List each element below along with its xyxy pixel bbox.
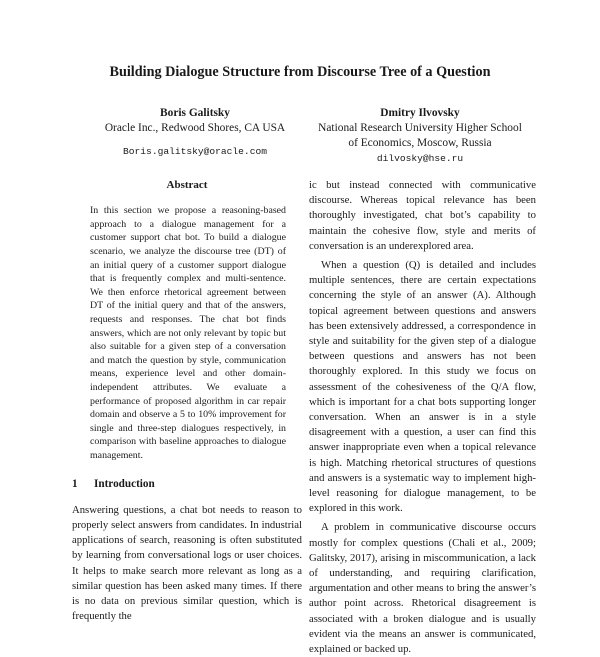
section-heading: [72, 477, 302, 492]
author-email: Boris.galitsky@oracle.com: [123, 146, 267, 157]
body-paragraph: A problem in communicative discourse occurs mostly for complex questions (Chali et al., 2009; Galitsky, 2017), arising in miscommunication, a lack of understanding, and requiring clarification, argumentation and other means to bring the answer’s author point across. Rhetorical disagreement is associated with a broken dialogue and is usually evident via the means an answer is communicated, explained or backed up.: [309, 521, 536, 656]
author-block-1: [70, 106, 320, 159]
paper-title: Building Dialogue Structure from Discourse Tree of a Question: [109, 64, 491, 80]
left-column: [72, 178, 302, 624]
body-paragraph: ic but instead connected with communicative discourse. Whereas topical relevance has been thoroughly investigated, chat bot’s capability to maintain the cohesive flow, style and merits of conversation is an underexplored area.: [309, 179, 536, 252]
right-column: [309, 178, 536, 657]
abstract-text: In this section we propose a reasoning-based approach to a dialogue management for a customer support chat bot. To build a dialogue scenario, we analyze the discourse tree (DT) of an initial query of a customer support dialogue that is frequently complex and multi-sentence. We then enforce rhetorical agreement between DT of the initial query and that of the answers, requests and responses. The chat bot finds answers, which are not only relevant by topic but also suitable for a given step of a conversation and match the question by style, communication means, experience level and other domain-independent attributes. We evaluate a performance of proposed algorithm in car repair domain and observe a 5 to 10% improvement for single and three-step dialogues respectively, in comparison with baseline approaches to dialogue management.: [90, 205, 286, 461]
intro-paragraph: Answering questions, a chat bot needs to reason to properly select answers from candidates. In industrial applications of search, reasoning is often substituted by learning from conversational logs or user choices. It helps to make search more relevant as long as a similar question has been asked many times. If there is no data on previous similar question, which is frequently the: [72, 503, 302, 623]
section-number: 1: [72, 478, 78, 491]
author-name: Dmitry Ilvovsky: [380, 107, 460, 119]
author-block-2: [305, 106, 535, 166]
body-paragraph: When a question (Q) is detailed and includes multiple sentences, there are certain expectations concerning the style of an answer (A). Although topical agreement between questions and answers has been extensively addressed, a correspondence in style and suitability for the given step of a dialogue between questions and answers has not been thoroughly explored. In this study we focus on assessment of the cohesiveness of the Q/A flow, which is important for a chat bots supporting longer conversation. When an answer is in a style disagreement with a question, a user can find this answer inappropriate even when a topical relevance is high. Matching rhetorical structures of questions and answers is a systematic way to implement high-level reasoning for dialogue management, to be explored in this work.: [309, 259, 536, 515]
author-affiliation: of Economics, Moscow, Russia: [348, 137, 492, 149]
author-email: dilvosky@hse.ru: [376, 153, 464, 164]
author-affiliation: National Research University Higher School: [318, 122, 522, 134]
author-name: Boris Galitsky: [160, 107, 230, 119]
author-affiliation: Oracle Inc., Redwood Shores, CA USA: [104, 122, 286, 134]
abstract-heading: Abstract: [166, 179, 208, 191]
section-title: Introduction: [94, 478, 155, 491]
